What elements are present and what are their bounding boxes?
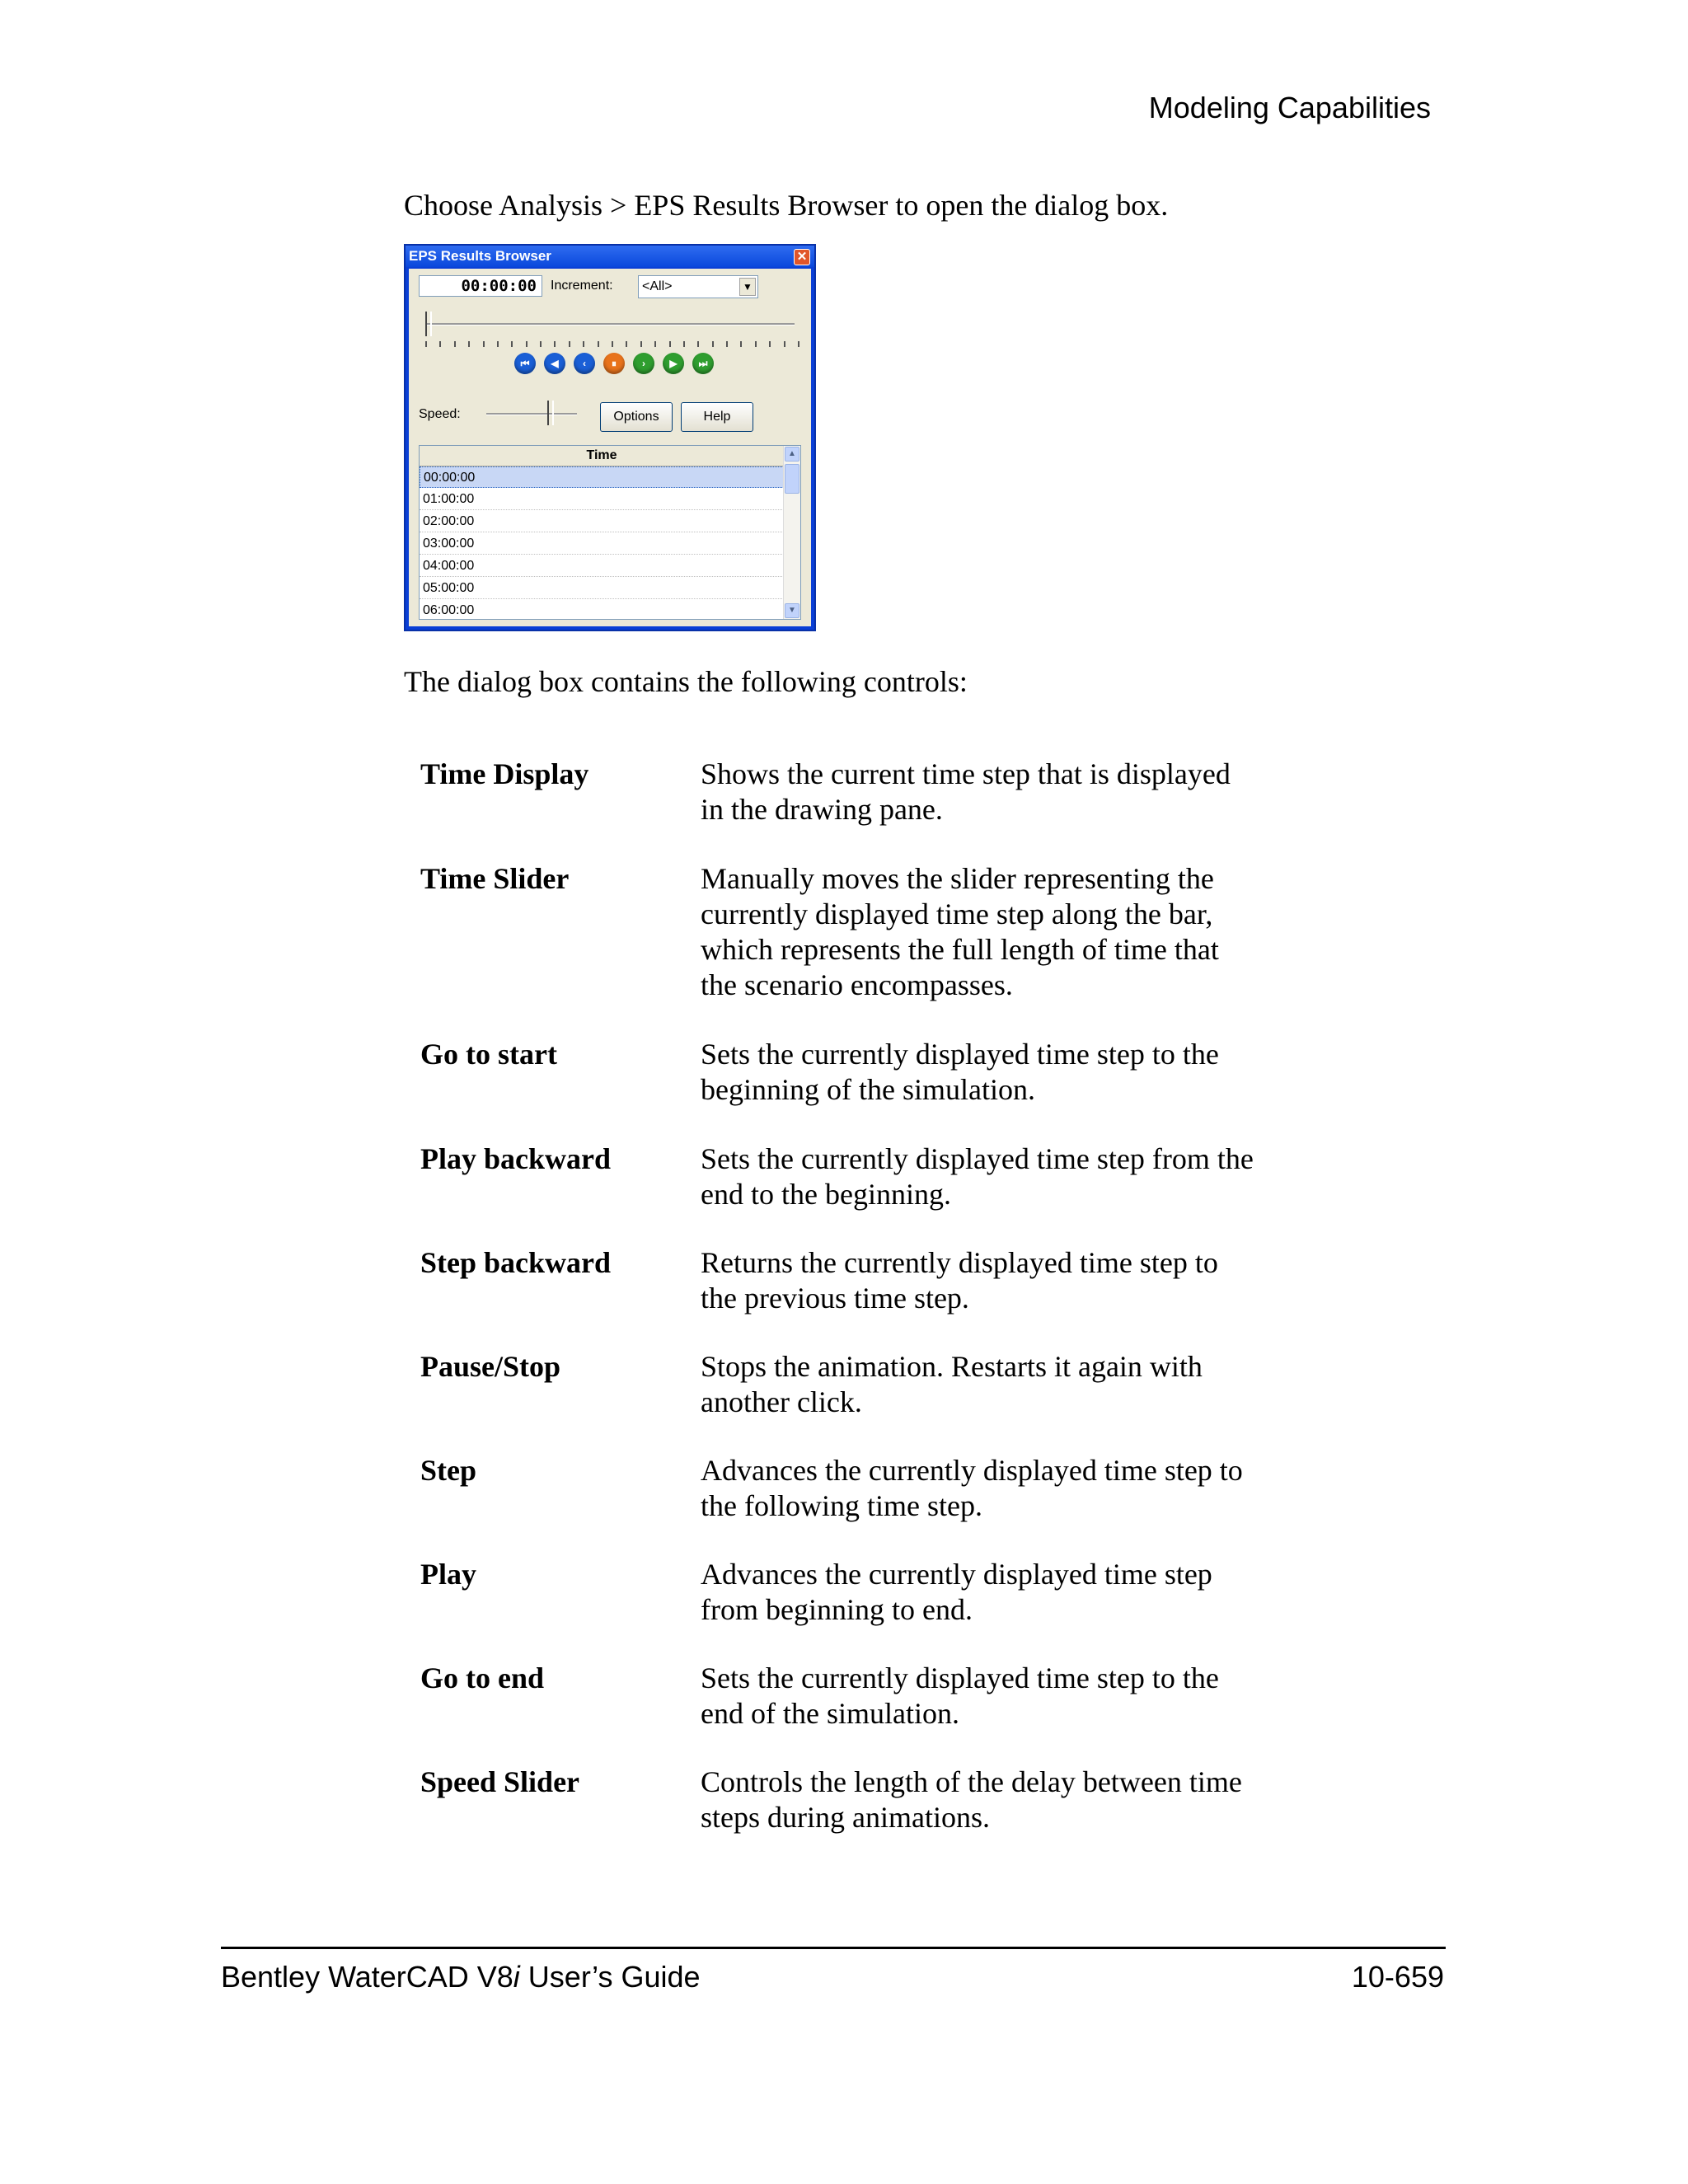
slider-tick bbox=[468, 341, 470, 347]
control-term: Play bbox=[420, 1558, 476, 1591]
control-description bbox=[701, 1349, 1261, 1420]
description-line: Sets the currently displayed time step to the bbox=[701, 1661, 1219, 1694]
slider-tick bbox=[425, 341, 427, 347]
description-line: end of the simulation. bbox=[701, 1697, 959, 1730]
control-term: Speed Slider bbox=[420, 1765, 580, 1798]
slider-tick bbox=[755, 341, 757, 347]
slider-tick bbox=[626, 341, 627, 347]
guide-title-prefix: Bentley WaterCAD V8 bbox=[221, 1960, 513, 1994]
time-slider-ticks bbox=[425, 341, 795, 348]
time-row-value: 04:00:00 bbox=[423, 559, 475, 573]
speed-slider-thumb[interactable] bbox=[547, 401, 554, 425]
step-backward-button[interactable]: ‹ bbox=[574, 353, 595, 374]
intro-text: Choose Analysis > EPS Results Browser to open the dialog box. bbox=[404, 189, 1169, 222]
description-line: Returns the currently displayed time step to bbox=[701, 1246, 1218, 1279]
description-line: Advances the currently displayed time step to bbox=[701, 1454, 1243, 1487]
slider-tick bbox=[654, 341, 656, 347]
dialog-client-area bbox=[409, 269, 811, 626]
control-description bbox=[701, 757, 1261, 827]
time-row[interactable] bbox=[420, 489, 784, 510]
description-line: the following time step. bbox=[701, 1489, 982, 1522]
control-term: Time Slider bbox=[420, 862, 570, 895]
guide-title-italic: i bbox=[513, 1960, 520, 1994]
footer-divider bbox=[221, 1947, 1446, 1949]
slider-tick bbox=[540, 341, 542, 347]
description-line: Advances the currently displayed time step bbox=[701, 1558, 1212, 1591]
increment-value: <All> bbox=[642, 279, 673, 293]
time-row-value: 01:00:00 bbox=[423, 492, 475, 506]
dialog-titlebar bbox=[406, 246, 814, 267]
guide-title bbox=[221, 1960, 701, 1994]
control-term: Step backward bbox=[420, 1246, 612, 1279]
time-list bbox=[419, 445, 801, 620]
time-slider-thumb[interactable] bbox=[425, 312, 432, 336]
slider-tick bbox=[712, 341, 714, 347]
control-description bbox=[701, 1141, 1261, 1212]
slider-tick bbox=[598, 341, 599, 347]
description-line: Sets the currently displayed time step from the bbox=[701, 1142, 1254, 1175]
description-line: currently displayed time step along the bar, bbox=[701, 898, 1213, 930]
control-term: Go to end bbox=[420, 1661, 545, 1694]
control-term: Time Display bbox=[420, 757, 589, 790]
increment-label: Increment: bbox=[551, 279, 613, 293]
play-button[interactable]: ▶ bbox=[663, 353, 684, 374]
slider-tick bbox=[569, 341, 570, 347]
step-button[interactable]: › bbox=[633, 353, 654, 374]
time-slider-track[interactable] bbox=[425, 323, 795, 326]
scrollbar-thumb[interactable] bbox=[785, 464, 799, 494]
time-row[interactable] bbox=[420, 600, 784, 620]
time-row[interactable] bbox=[420, 533, 784, 555]
slider-tick bbox=[697, 341, 699, 347]
page-number: 10-659 bbox=[1351, 1960, 1444, 1994]
time-row-value: 06:00:00 bbox=[423, 603, 475, 617]
control-term: Pause/Stop bbox=[420, 1350, 561, 1383]
slider-tick bbox=[798, 341, 799, 347]
description-line: end to the beginning. bbox=[701, 1178, 951, 1211]
chevron-down-icon[interactable]: ▼ bbox=[739, 278, 756, 296]
options-button[interactable]: Options bbox=[600, 402, 673, 432]
time-row[interactable] bbox=[420, 466, 784, 488]
help-button[interactable]: Help bbox=[681, 402, 753, 432]
description-line: Shows the current time step that is displayed bbox=[701, 757, 1231, 790]
time-row-value: 02:00:00 bbox=[423, 514, 475, 528]
time-row-value: 05:00:00 bbox=[423, 581, 475, 595]
speed-slider-track[interactable] bbox=[486, 413, 577, 415]
go-to-start-button[interactable]: ⏮ bbox=[514, 353, 536, 374]
slider-tick bbox=[583, 341, 584, 347]
slider-tick bbox=[454, 341, 456, 347]
slider-tick bbox=[526, 341, 528, 347]
control-description bbox=[701, 1661, 1261, 1732]
description-line: the scenario encompasses. bbox=[701, 968, 1013, 1001]
time-row[interactable] bbox=[420, 578, 784, 599]
scroll-down-icon[interactable]: ▼ bbox=[785, 603, 799, 618]
control-description bbox=[701, 1245, 1261, 1316]
description-line: Controls the length of the delay between time bbox=[701, 1765, 1242, 1798]
slider-tick bbox=[612, 341, 613, 347]
vertical-scrollbar[interactable] bbox=[783, 446, 800, 619]
slider-tick bbox=[669, 341, 671, 347]
description-line: beginning of the simulation. bbox=[701, 1073, 1035, 1106]
pause-stop-button[interactable]: ⏸ bbox=[603, 353, 625, 374]
close-icon[interactable]: ✕ bbox=[794, 249, 810, 265]
control-term: Step bbox=[420, 1454, 477, 1487]
description-line: Manually moves the slider representing the bbox=[701, 862, 1214, 895]
play-backward-button[interactable]: ◀ bbox=[544, 353, 565, 374]
guide-title-suffix: User’s Guide bbox=[519, 1960, 701, 1994]
slider-tick bbox=[439, 341, 441, 347]
section-title: Modeling Capabilities bbox=[1148, 91, 1431, 124]
control-description bbox=[701, 1037, 1261, 1108]
slider-tick bbox=[511, 341, 513, 347]
control-term: Go to start bbox=[420, 1038, 557, 1071]
controls-intro-text: The dialog box contains the following controls: bbox=[404, 665, 968, 698]
slider-tick bbox=[497, 341, 499, 347]
increment-select[interactable] bbox=[638, 275, 758, 298]
description-line: another click. bbox=[701, 1385, 862, 1418]
time-display: 00:00:00 bbox=[419, 275, 542, 297]
eps-results-browser-dialog bbox=[404, 244, 816, 631]
slider-tick bbox=[740, 341, 742, 347]
description-line: which represents the full length of time that bbox=[701, 933, 1219, 966]
slider-tick bbox=[554, 341, 556, 347]
description-line: Stops the animation. Restarts it again with bbox=[701, 1350, 1203, 1383]
slider-tick bbox=[483, 341, 485, 347]
time-row[interactable] bbox=[420, 555, 784, 577]
control-term: Play backward bbox=[420, 1142, 612, 1175]
slider-tick bbox=[784, 341, 785, 347]
control-description bbox=[701, 1453, 1261, 1524]
description-line: steps during animations. bbox=[701, 1801, 990, 1834]
control-description bbox=[701, 1765, 1261, 1835]
time-row-value: 03:00:00 bbox=[423, 537, 475, 551]
time-row-value: 00:00:00 bbox=[424, 471, 476, 485]
scroll-up-icon[interactable]: ▲ bbox=[785, 447, 799, 462]
time-row[interactable] bbox=[420, 511, 784, 532]
slider-tick bbox=[640, 341, 642, 347]
speed-label: Speed: bbox=[419, 407, 461, 421]
slider-tick bbox=[726, 341, 728, 347]
description-line: from beginning to end. bbox=[701, 1593, 973, 1626]
slider-tick bbox=[769, 341, 771, 347]
description-line: Sets the currently displayed time step to the bbox=[701, 1038, 1219, 1071]
description-line: the previous time step. bbox=[701, 1282, 969, 1315]
dialog-title: EPS Results Browser bbox=[409, 248, 551, 264]
control-description bbox=[701, 1557, 1261, 1628]
time-column-header[interactable]: Time bbox=[420, 446, 784, 466]
go-to-end-button[interactable]: ⏭ bbox=[692, 353, 714, 374]
slider-tick bbox=[683, 341, 685, 347]
description-line: in the drawing pane. bbox=[701, 793, 943, 826]
control-description bbox=[701, 861, 1261, 1003]
